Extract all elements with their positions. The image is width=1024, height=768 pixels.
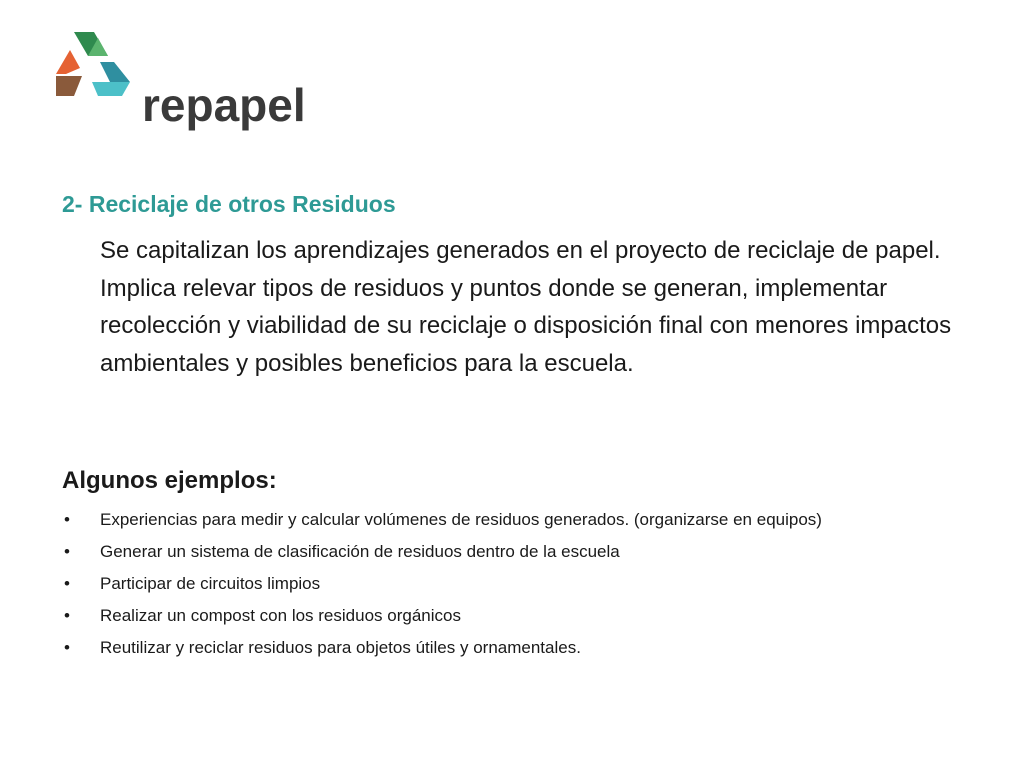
list-item <box>62 636 962 661</box>
section-title: 2- Reciclaje de otros Residuos <box>62 191 396 217</box>
list-item-text: Reutilizar y reciclar residuos para objetos útiles y ornamentales. <box>100 638 581 657</box>
bullet-icon: • <box>64 574 70 593</box>
list-item-text: Experiencias para medir y calcular volúmenes de residuos generados. (organizarse en equipos) <box>100 510 822 529</box>
repapel-logo <box>52 30 312 131</box>
list-item <box>62 508 962 533</box>
examples-title: Algunos ejemplos: <box>62 467 277 494</box>
section-paragraph: Se capitalizan los aprendizajes generados en el proyecto de reciclaje de papel. Implica relevar tipos de residuos y puntos donde se generan, implementar recolección y viabilidad de su reciclaje o disposición final con menores impactos ambientales y posibles beneficios para la escuela. <box>100 237 952 377</box>
list-item-text: Generar un sistema de clasificación de residuos dentro de la escuela <box>100 542 620 561</box>
bullet-icon: • <box>64 638 70 657</box>
examples-list <box>62 508 962 668</box>
list-item <box>62 572 962 597</box>
logo-wordmark: repapel <box>142 79 306 131</box>
list-item <box>62 540 962 565</box>
bullet-icon: • <box>64 510 70 529</box>
bullet-icon: • <box>64 606 70 625</box>
list-item-text: Realizar un compost con los residuos orgánicos <box>100 606 461 625</box>
list-item-text: Participar de circuitos limpios <box>100 574 321 593</box>
list-item <box>62 604 962 629</box>
bullet-icon: • <box>64 542 70 561</box>
recycle-icon <box>52 30 132 100</box>
